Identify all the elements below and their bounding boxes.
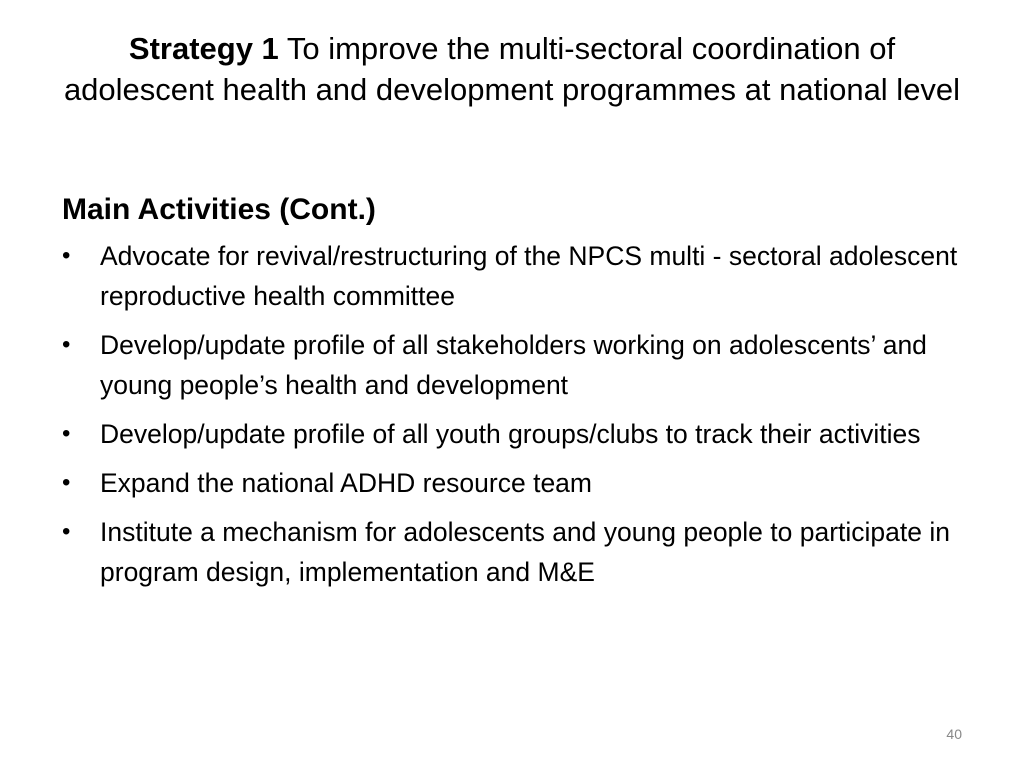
list-item — [62, 236, 972, 316]
main-activities-heading: Main Activities (Cont.) — [62, 193, 376, 226]
page-number: 40 — [946, 726, 962, 742]
slide-content — [62, 190, 972, 601]
strategy-description: To improve the multi-sectoral coordination of adolescent health and development programmes at national level — [63, 31, 961, 107]
bullet-icon: • — [62, 242, 71, 269]
slide-title — [60, 28, 964, 110]
list-item — [62, 414, 972, 454]
activity-text: Develop/update profile of all stakeholders working on adolescents’ and young people’s health and development — [100, 330, 927, 400]
activity-text: Expand the national ADHD resource team — [100, 468, 592, 498]
bullet-icon: • — [62, 518, 71, 545]
activity-text: Develop/update profile of all youth groups/clubs to track their activities — [100, 419, 921, 449]
list-item — [62, 463, 972, 503]
activity-text: Advocate for revival/restructuring of the NPCS multi - sectoral adolescent reproductive health committee — [100, 241, 958, 311]
bullet-icon: • — [62, 469, 71, 496]
list-item — [62, 512, 972, 592]
strategy-label: Strategy 1 — [128, 31, 279, 66]
list-item — [62, 325, 972, 405]
bullet-icon: • — [62, 420, 71, 447]
activities-list — [62, 236, 972, 592]
activity-text: Institute a mechanism for adolescents and young people to participate in program design, implementation and M&E — [100, 517, 950, 587]
bullet-icon: • — [62, 331, 71, 358]
